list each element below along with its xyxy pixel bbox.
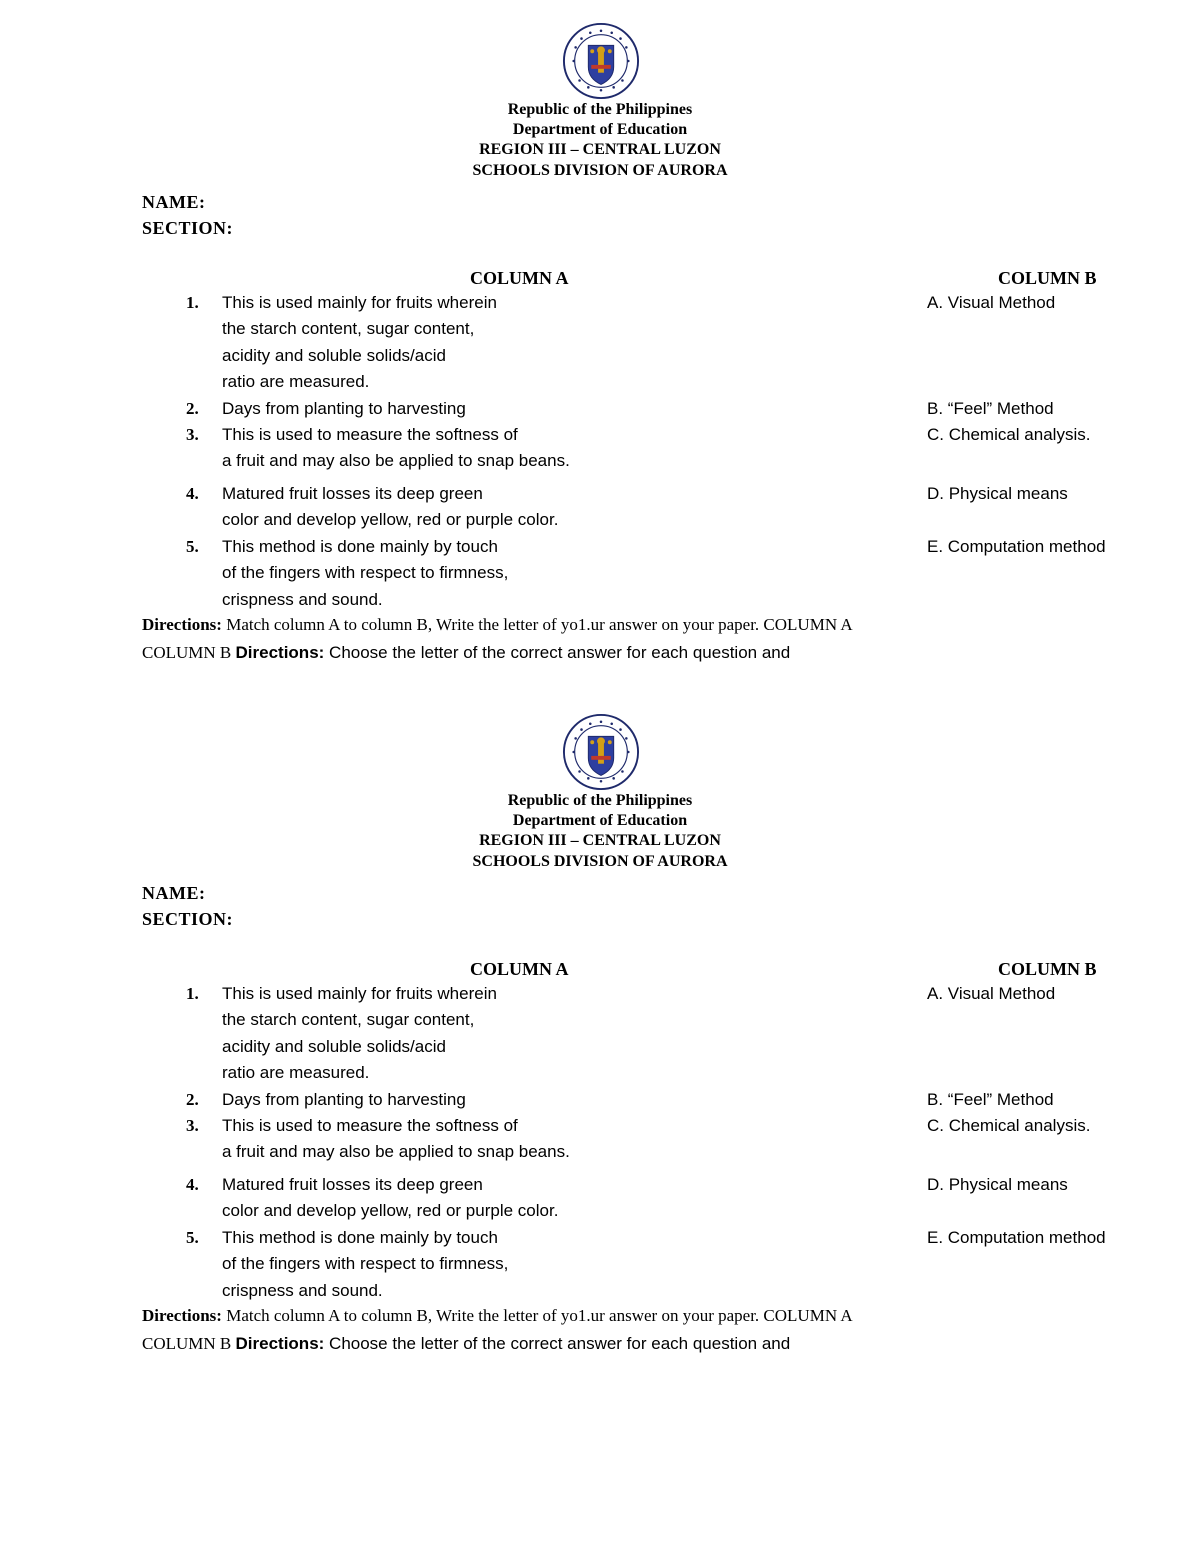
question-number: 4. [186,484,199,503]
question-number: 3. [186,425,199,444]
question-text: This method is done mainly by touch [222,537,498,556]
directions-label-2: Directions: [235,643,325,662]
question-number: 2. [186,1090,199,1109]
directions-line-1 [142,615,853,635]
directions-label-2: Directions: [235,1334,325,1353]
header-region: REGION III – CENTRAL LUZON [479,832,721,849]
question-number: 3. [186,1116,199,1135]
worksheet [0,691,1200,1381]
answer-choice: A. Visual Method [927,984,1056,1003]
question-text: Days from planting to harvesting [222,1090,466,1109]
section-label: SECTION: [142,909,234,929]
header-division: SCHOOLS DIVISION OF AURORA [472,162,728,179]
directions-line-2 [142,1334,790,1354]
question-text: color and develop yellow, red or purple color. [222,510,559,529]
answer-choice: A. Visual Method [927,293,1056,312]
directions-line-1 [142,1306,853,1326]
question-text: a fruit and may also be applied to snap beans. [222,451,570,470]
directions-column-b: COLUMN B [142,643,236,662]
column-a-title: COLUMN A [470,959,569,979]
directions-text-2: Choose the letter of the correct answer for each question and [324,643,791,662]
answer-choice: E. Computation method [927,537,1106,556]
directions-line-2 [142,643,790,663]
directions-text-2: Choose the letter of the correct answer for each question and [324,1334,791,1353]
worksheet [0,0,1200,690]
question-text: the starch content, sugar content, [222,1010,475,1029]
header-region: REGION III – CENTRAL LUZON [479,141,721,158]
header-division: SCHOOLS DIVISION OF AURORA [472,853,728,870]
header-department: Department of Education [512,812,688,829]
answer-choice: C. Chemical analysis. [927,425,1091,444]
question-text: ratio are measured. [222,1063,370,1082]
question-number: 2. [186,399,199,418]
question-text: This is used to measure the softness of [222,1116,518,1135]
directions-text: Match column A to column B, Write the letter of yo1.ur answer on your paper. COLUMN A [221,615,853,634]
question-number: 4. [186,1175,199,1194]
directions-column-b: COLUMN B [142,1334,236,1353]
header-republic: Republic of the Philippines [507,792,693,809]
question-text: Days from planting to harvesting [222,399,466,418]
answer-choice: D. Physical means [927,1175,1068,1194]
question-text: This is used to measure the softness of [222,425,518,444]
question-text: acidity and soluble solids/acid [222,346,446,365]
question-text: the starch content, sugar content, [222,319,475,338]
question-text: ratio are measured. [222,372,370,391]
question-text: a fruit and may also be applied to snap beans. [222,1142,570,1161]
header-department: Department of Education [512,121,688,138]
directions-label: Directions: [142,1306,222,1325]
section-label: SECTION: [142,218,234,238]
name-label: NAME: [142,192,206,212]
column-b-title: COLUMN B [998,959,1097,979]
name-label: NAME: [142,883,206,903]
answer-choice: E. Computation method [927,1228,1106,1247]
question-text: Matured fruit losses its deep green [222,1175,483,1194]
answer-choice: C. Chemical analysis. [927,1116,1091,1135]
directions-text: Match column A to column B, Write the letter of yo1.ur answer on your paper. COLUMN A [221,1306,853,1325]
column-a-title: COLUMN A [470,268,569,288]
question-text: This is used mainly for fruits wherein [222,984,497,1003]
answer-choice: D. Physical means [927,484,1068,503]
question-number: 1. [186,293,199,312]
answer-choice: B. “Feel” Method [927,1090,1054,1109]
deped-seal-logo [562,713,640,791]
question-number: 5. [186,1228,199,1247]
deped-seal-logo [562,22,640,100]
directions-label: Directions: [142,615,222,634]
question-number: 5. [186,537,199,556]
question-text: crispness and sound. [222,590,383,609]
answer-choice: B. “Feel” Method [927,399,1054,418]
question-text: This is used mainly for fruits wherein [222,293,497,312]
question-text: of the fingers with respect to firmness, [222,563,509,582]
question-text: color and develop yellow, red or purple color. [222,1201,559,1220]
question-text: crispness and sound. [222,1281,383,1300]
question-text: This method is done mainly by touch [222,1228,498,1247]
question-number: 1. [186,984,199,1003]
header-republic: Republic of the Philippines [507,101,693,118]
question-text: Matured fruit losses its deep green [222,484,483,503]
question-text: acidity and soluble solids/acid [222,1037,446,1056]
column-b-title: COLUMN B [998,268,1097,288]
question-text: of the fingers with respect to firmness, [222,1254,509,1273]
